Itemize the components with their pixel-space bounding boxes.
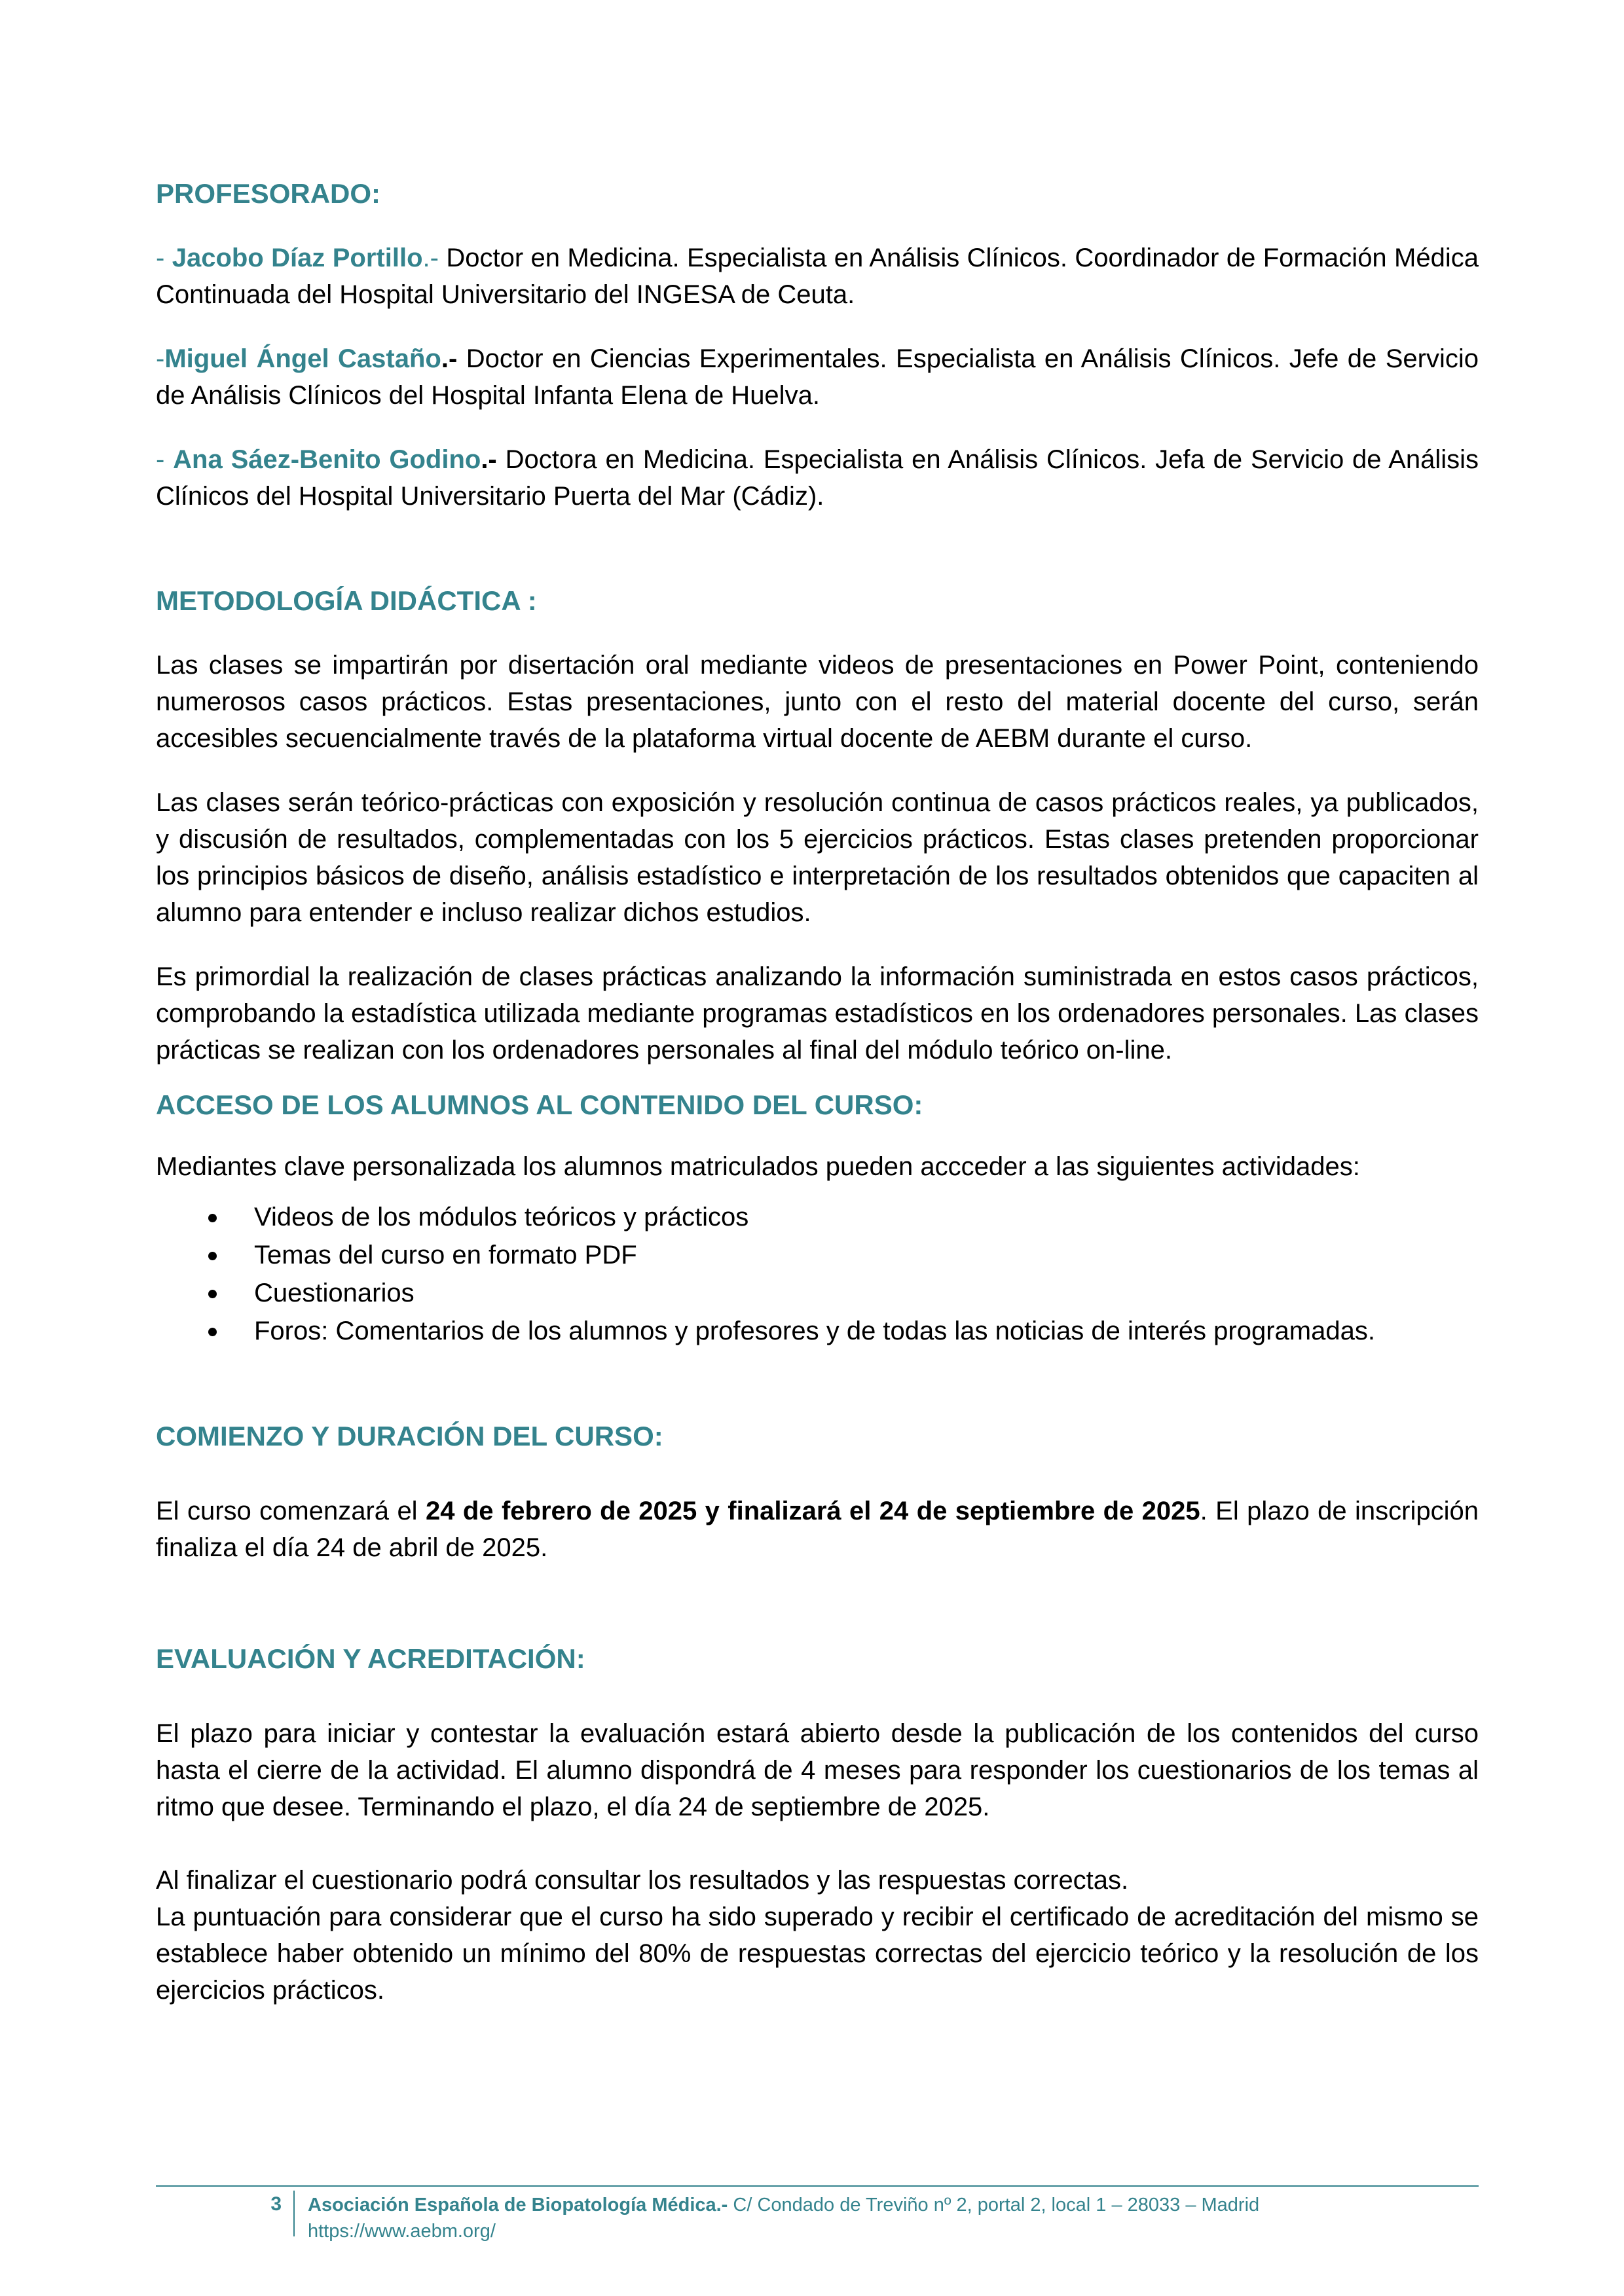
footer-address-line: [308, 2192, 1259, 2218]
metodologia-paragraph-2: Las clases serán teórico-prácticas con exposición y resolución continua de casos prácticos reales, ya publicados, y discusión de resultados, complementadas con los 5 ejercicios prácticos. Estas clases pretenden proporcionar los principios básicos de diseño, análisis estadístico e interpretación de los resultados obtenidos que capaciten al alumno para entender e incluso realizar dichos estudios.: [156, 788, 1479, 927]
teacher-item: - Jacobo Díaz Portillo.- Doctor en Medicina. Especialista en Análisis Clínicos. Coordinador de Formación Médica Continuada del Hospital Universitario del INGESA de Ceuta.: [156, 244, 1479, 309]
page-content: [156, 175, 1479, 2009]
evaluacion-paragraph-1: El plazo para iniciar y contestar la evaluación estará abierto desde la publicación de los contenidos del curso hasta el cierre de la actividad. El alumno dispondrá de 4 meses para responder los cuestionarios de los temas al ritmo que desee. Terminando el plazo, el día 24 de septiembre de 2025.: [156, 1719, 1479, 1821]
heading-acceso: ACCESO DE LOS ALUMNOS AL CONTENIDO DEL CURSO:: [156, 1089, 923, 1120]
course-dates: 24 de febrero de 2025 y finalizará el 24 de septiembre de 2025: [425, 1497, 1200, 1525]
evaluacion-paragraph-3: La puntuación para considerar que el curso ha sido superado y recibir el certificado de acreditación del mismo se establece haber obtenido un mínimo del 80% de respuestas correctas del ejercicio teórico y la resolución de los ejercicios prácticos.: [156, 1903, 1479, 2005]
page-number: 3: [270, 2193, 282, 2215]
footer: [308, 2192, 1259, 2244]
list-item: Temas del curso en formato PDF: [156, 1236, 1479, 1274]
acceso-intro: Mediantes clave personalizada los alumnos matriculados pueden accceder a las siguientes actividades:: [156, 1152, 1360, 1181]
footer-divider: [156, 2185, 1479, 2187]
heading-comienzo: COMIENZO Y DURACIÓN DEL CURSO:: [156, 1421, 663, 1451]
comienzo-paragraph: El curso comenzará el 24 de febrero de 2025 y finalizará el 24 de septiembre de 2025. El plazo de inscripción finaliza el día 24 de abril de 2025.: [156, 1497, 1479, 1562]
evaluacion-paragraph-2: Al finalizar el cuestionario podrá consultar los resultados y las respuestas correctas.: [156, 1866, 1129, 1895]
footer-address: C/ Condado de Treviño nº 2, portal 2, local 1 – 28033 – Madrid: [728, 2195, 1260, 2215]
teacher-description: Doctor en Medicina. Especialista en Análisis Clínicos. Coordinador de Formación Médica Continuada del Hospital Universitario del INGESA de Ceuta.: [156, 244, 1479, 309]
list-item: Videos de los módulos teóricos y prácticos: [156, 1198, 1479, 1236]
teacher-description: Doctor en Ciencias Experimentales. Especialista en Análisis Clínicos. Jefe de Servicio de Análisis Clínicos del Hospital Infanta Elena de Huelva.: [156, 344, 1479, 410]
metodologia-paragraph-3: Es primordial la realización de clases prácticas analizando la información suministrada en estos casos prácticos, comprobando la estadística utilizada mediante programas estadísticos en los ordenadores personales. Las clases prácticas se realizan con los ordenadores personales al final del módulo teórico on-line.: [156, 962, 1479, 1065]
teacher-item: - Ana Sáez-Benito Godino.- Doctora en Medicina. Especialista en Análisis Clínicos. Jefa de Servicio de Análisis Clínicos del Hospital Universitario Puerta del Mar (Cádiz).: [156, 445, 1479, 511]
teacher-description: Doctora en Medicina. Especialista en Análisis Clínicos. Jefa de Servicio de Análisis Clínicos del Hospital Universitario Puerta del Mar (Cádiz).: [156, 445, 1479, 511]
footer-vertical-divider: [293, 2191, 295, 2236]
heading-metodologia: METODOLOGÍA DIDÁCTICA :: [156, 585, 537, 616]
activities-list: [156, 1198, 1479, 1350]
footer-url[interactable]: https://www.aebm.org/: [308, 2221, 496, 2242]
teacher-name: Jacobo Díaz Portillo: [172, 244, 423, 272]
teacher-name: Miguel Ángel Castaño: [164, 344, 441, 373]
metodologia-paragraph-1: Las clases se impartirán por disertación oral mediante videos de presentaciones en Power Point, conteniendo numerosos casos prácticos. Estas presentaciones, junto con el resto del material docente del curso, serán accesibles secuencialmente través de la plataforma virtual docente de AEBM durante el curso.: [156, 651, 1479, 753]
teacher-name: Ana Sáez-Benito Godino: [173, 445, 481, 474]
teacher-item: -Miguel Ángel Castaño.- Doctor en Ciencias Experimentales. Especialista en Análisis Clínicos. Jefe de Servicio de Análisis Clínicos del Hospital Infanta Elena de Huelva.: [156, 344, 1479, 410]
heading-evaluacion: EVALUACIÓN Y ACREDITACIÓN:: [156, 1643, 585, 1674]
footer-org: Asociación Española de Biopatología Médica.-: [308, 2195, 728, 2215]
heading-profesorado: PROFESORADO:: [156, 178, 381, 209]
list-item: Cuestionarios: [156, 1274, 1479, 1312]
list-item: Foros: Comentarios de los alumnos y profesores y de todas las noticias de interés programadas.: [156, 1312, 1479, 1350]
